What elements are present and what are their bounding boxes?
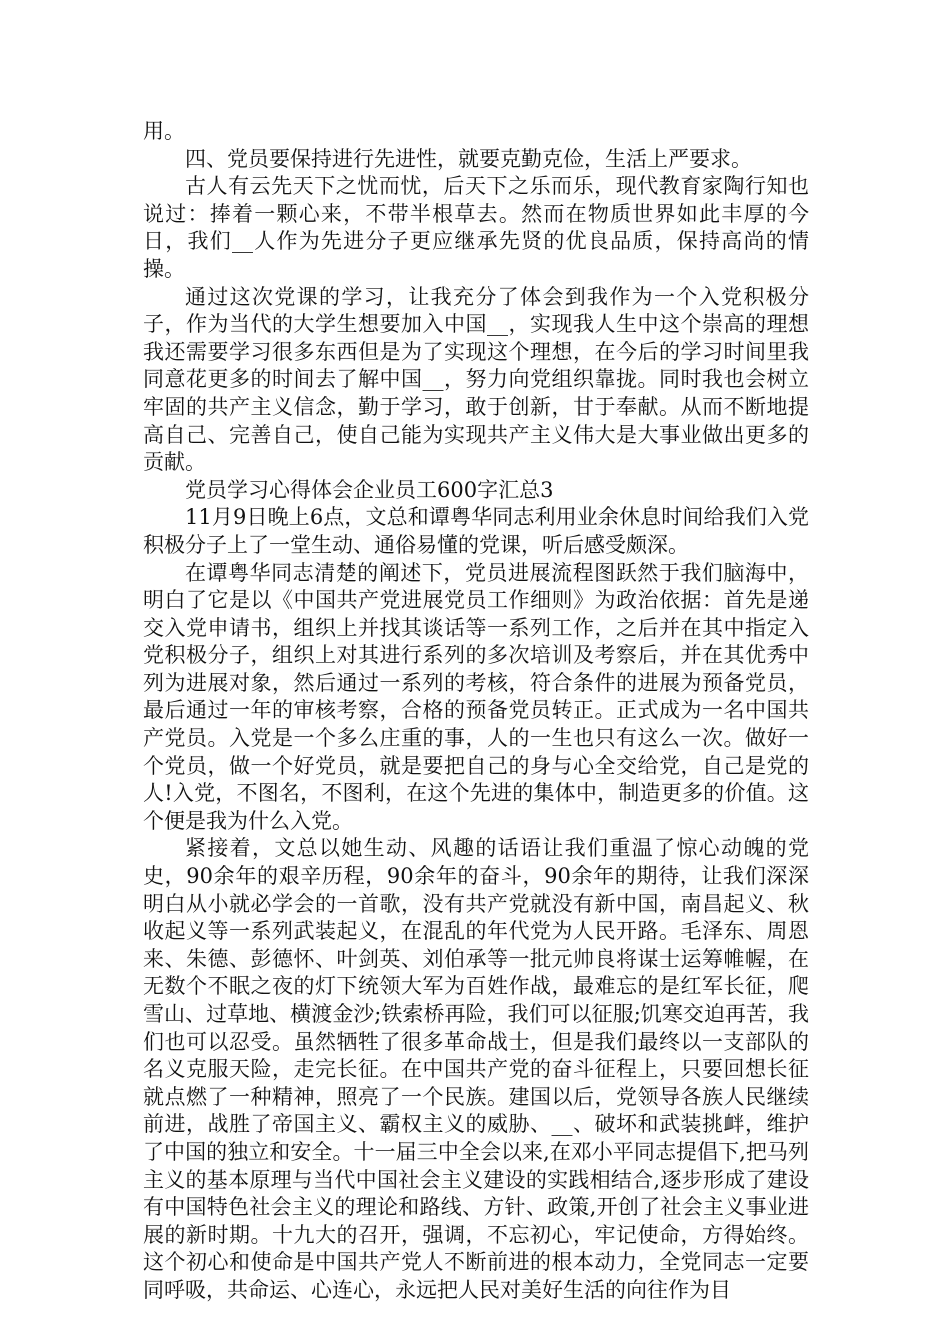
paragraph-3: 通过这次党课的学习，让我充分了体会到我作为一个入党积极分子，作为当代的大学生想要加入中国__，实现我人生中这个崇高的理想我还需要学习很多东西但是为了实现这个理想，在今后的学习时间里我同意花更多的时间去了解中国__，努力向党组织靠拢。同时我也会树立牢固的共产主义信念，勤于学习，敢于创新，甘于奉献。从而不断地提高自己、完善自己，使自己能为实现共产主义伟大是大事业做出更多的贡献。: [143, 284, 809, 475]
paragraph-5: 11月9日晚上6点，文总和谭粤华同志利用业余休息时间给我们入党积极分子上了一堂生动、通俗易懂的党课，听后感受颇深。: [143, 505, 809, 557]
paragraph-6: 在谭粤华同志清楚的阐述下，党员进展流程图跃然于我们脑海中，明白了它是以《中国共产党进展党员工作细则》为政治依据：首先是递交入党申请书，组织上并找其谈话等一系列工作，之后并在其中指定入党积极分子，组织上对其进行系列的多次培训及考察后，并在其优秀中列为进展对象，然后通过一系列的考核，符合条件的进展为预备党员，最后通过一年的审核考察，合格的预备党员转正。正式成为一名中国共产党员。入党是一个多么庄重的事，人的一生也只有这么一次。做好一个党员，做一个好党员，就是要把自己的身与心全交给党，自己是党的人!入党，不图名，不图利，在这个先进的集体中，制造更多的价值。这个便是我为什么入党。: [143, 560, 809, 833]
paragraph-0: 用。: [143, 119, 185, 143]
paragraph-7: 紧接着，文总以她生动、风趣的话语让我们重温了惊心动魄的党史，90余年的艰辛历程，90余年的奋斗，90余年的期待，让我们深深明白从小就必学会的一首歌，没有共产党就没有新中国，南昌起义、秋收起义等一系列武装起义，在混乱的年代党为人民开路。毛泽东、周恩来、朱德、彭德怀、叶剑英、刘伯承等一批元帅良将谋士运筹帷幄，在无数个不眠之夜的灯下统领大军为百姓作战，最难忘的是红军长征，爬雪山、过草地、横渡金沙;铁索桥再险，我们可以征服;饥寒交迫再苦，我们也可以忍受。虽然牺牲了很多革命战士，但是我们最终以一支部队的名义克服天险，走完长征。在中国共产党的奋斗征程上，只要回想长征就点燃了一种精神，照亮了一个民族。建国以后，党领导各族人民继续前进，战胜了帝国主义、霸权主义的威胁、__、破坏和武装挑衅，维护了中国的独立和安全。十一届三中全会以来,在邓小平同志提倡下,把马列主义的基本原理与当代中国社会主义建设的实践相结合,逐步形成了建设有中国特色社会主义的理论和路线、方针、政策,开创了社会主义事业进展的新时期。十九大的召开，强调，不忘初心，牢记使命，方得始终。这个初心和使命是中国共产党人不断前进的根本动力，全党同志一定要同呼吸，共命运、心连心，永远把人民对美好生活的向往作为目: [143, 836, 809, 1302]
section-heading: 党员学习心得体会企业员工600字汇总3: [185, 477, 554, 502]
document-body: [143, 118, 809, 1305]
paragraph-1: 四、党员要保持进行先进性，就要克勤克俭，生活上严要求。: [185, 146, 752, 171]
paragraph-2: 古人有云先天下之忧而忧，后天下之乐而乐，现代教育家陶行知也说过：捧着一颗心来，不带半根草去。然而在物质世界如此丰厚的今日，我们__人作为先进分子更应继承先贤的优良品质，保持高尚的情操。: [143, 174, 809, 281]
